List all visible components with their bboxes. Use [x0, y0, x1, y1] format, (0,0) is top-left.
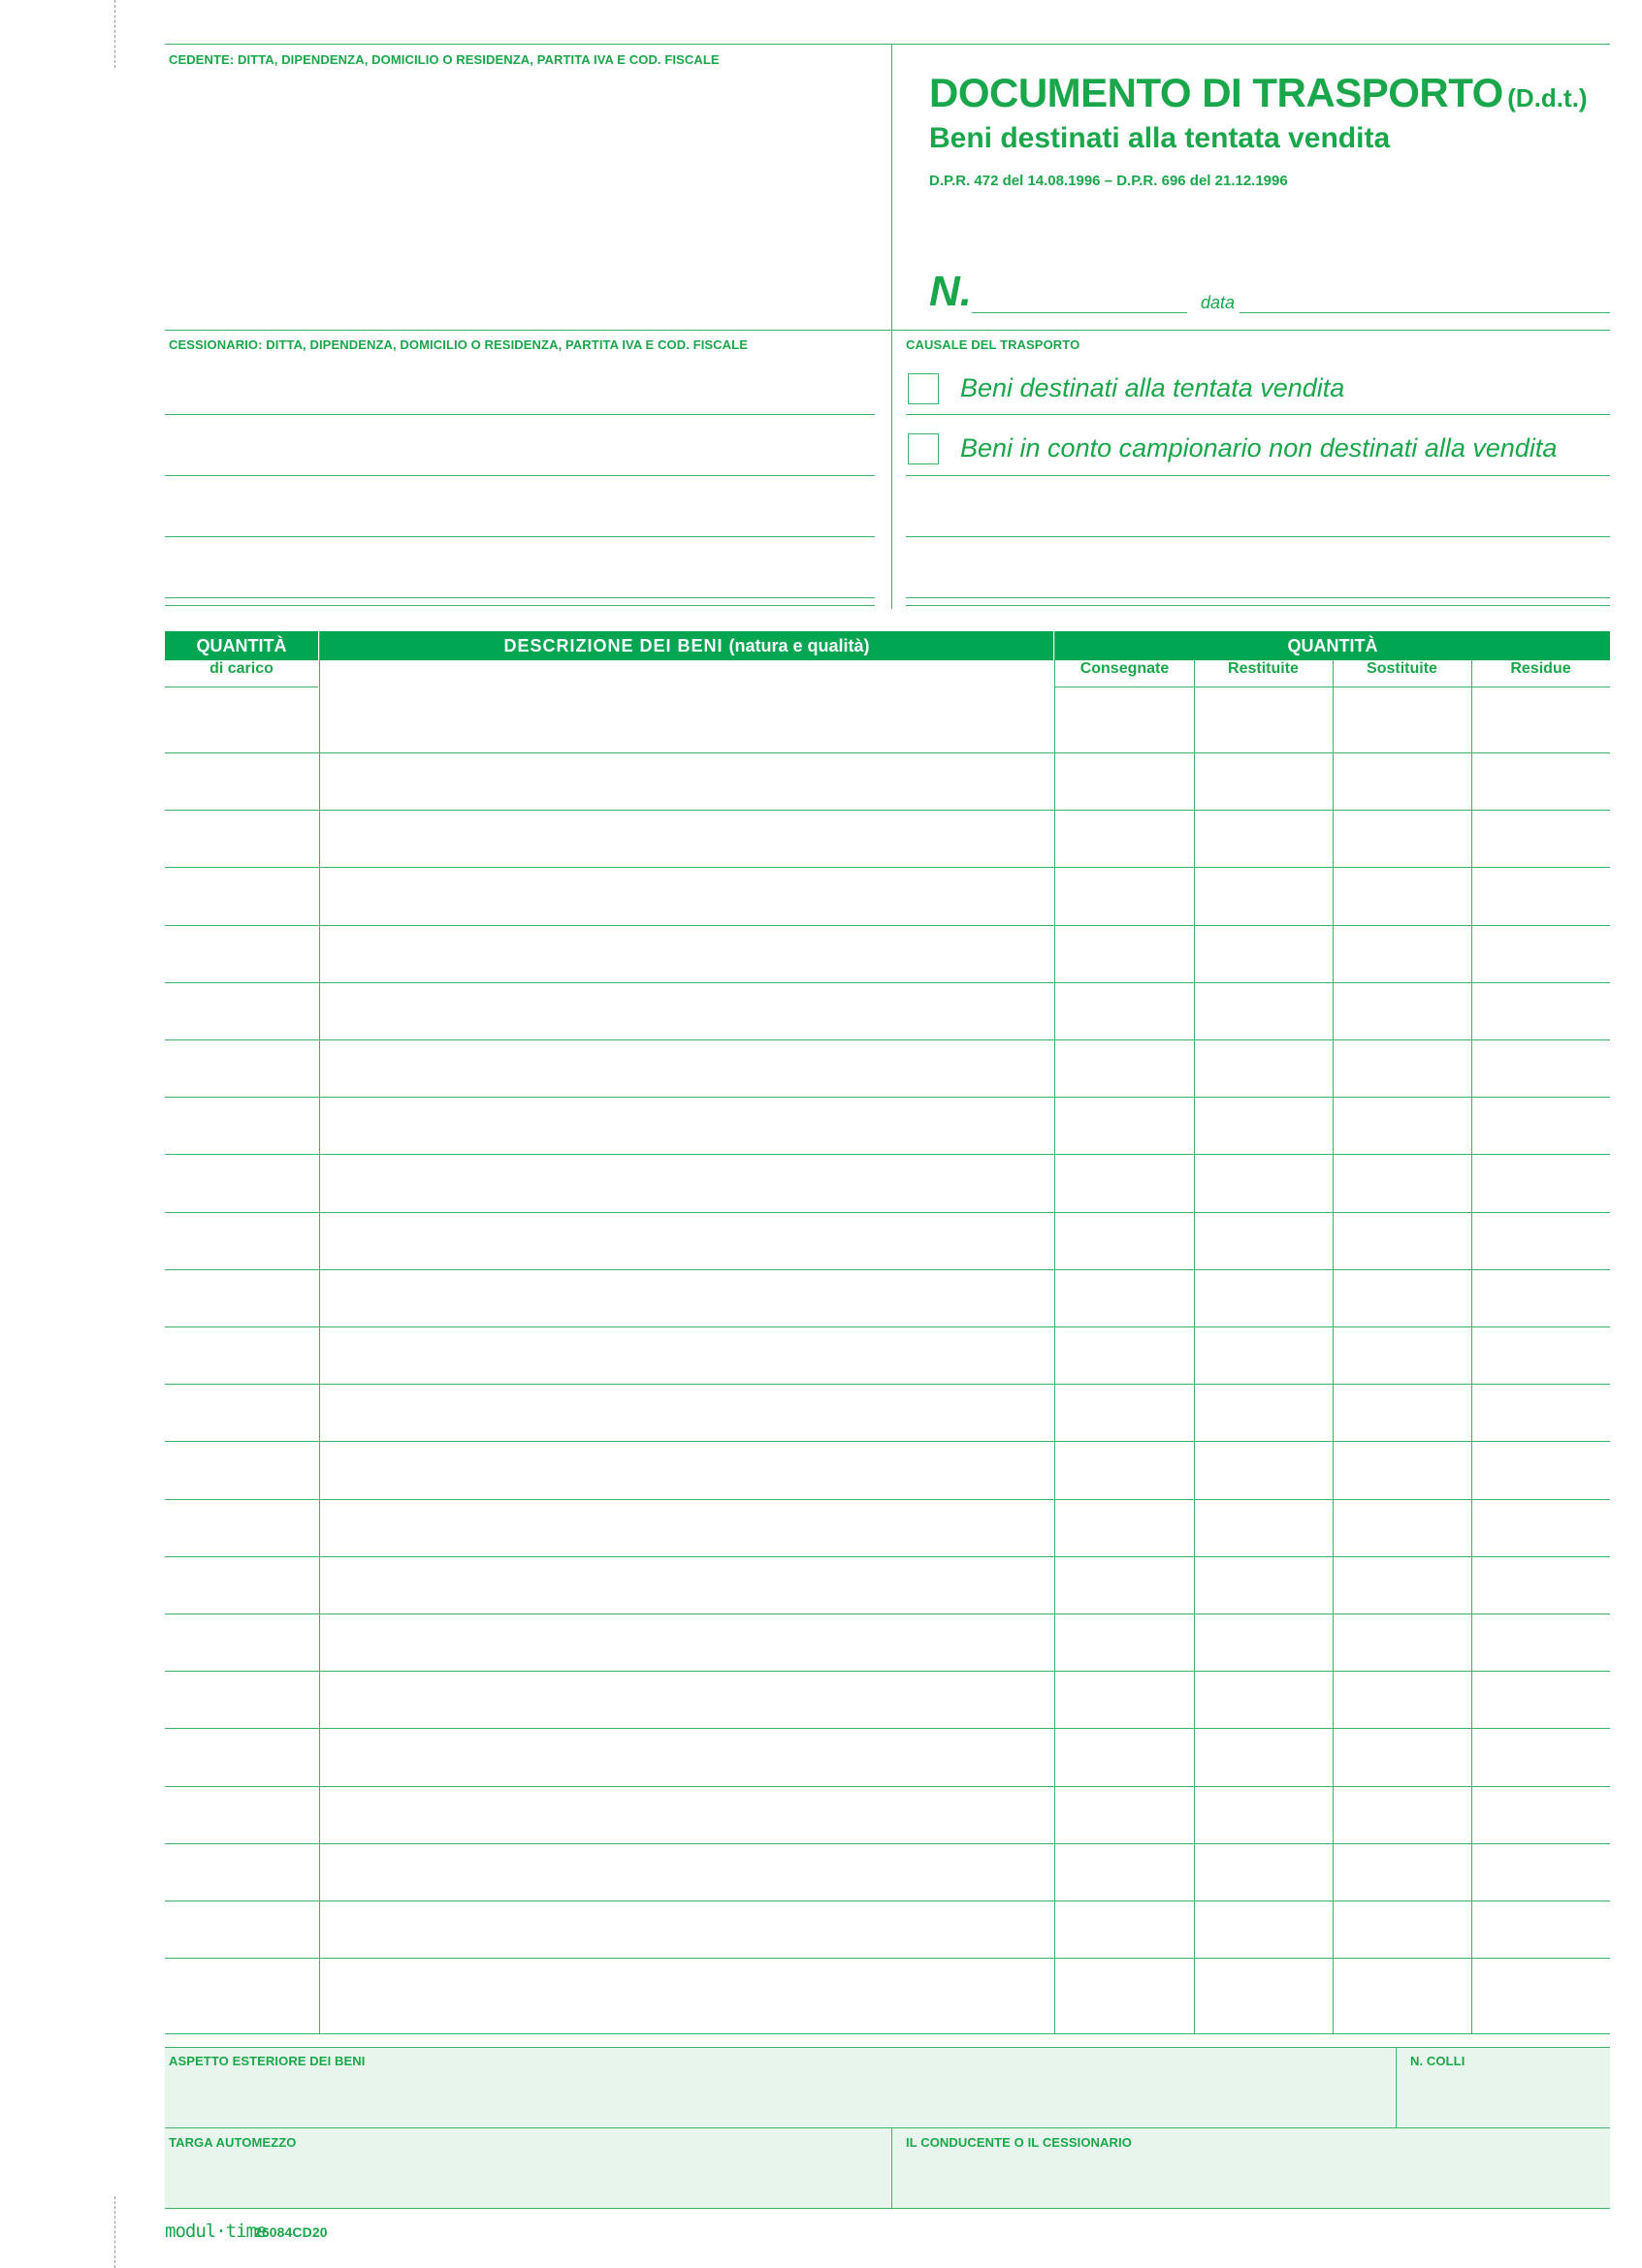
qty-sub-header: di carico [209, 660, 274, 677]
footer-top-line [165, 2047, 1610, 2048]
table-row[interactable] [165, 1671, 1610, 1672]
table-row[interactable] [165, 1269, 1610, 1270]
causale-line-3[interactable] [906, 536, 1610, 537]
col-consegnate: Consegnate [1079, 660, 1170, 677]
table-row[interactable] [165, 1728, 1610, 1729]
desc-header-note: (natura e qualità) [728, 636, 870, 655]
conducente-label: IL CONDUCENTE O IL CESSIONARIO [906, 2135, 1132, 2150]
col-divider-2 [1054, 631, 1055, 2033]
table-row[interactable] [165, 1958, 1610, 1959]
cessionario-line-4[interactable] [165, 597, 875, 598]
table-row[interactable] [165, 752, 1610, 753]
date-field[interactable] [1240, 312, 1610, 313]
table-row[interactable] [165, 1039, 1610, 1040]
cessionario-label: CESSIONARIO: DITTA, DIPENDENZA, DOMICILIO O RESIDENZA, PARTITA IVA E COD. FISCALE [169, 337, 748, 352]
table-row[interactable] [165, 1786, 1610, 1787]
table-row[interactable] [165, 1556, 1610, 1557]
table-row[interactable] [165, 925, 1610, 926]
form-code: 26084CD20 [254, 2224, 328, 2240]
table-row[interactable] [165, 1613, 1610, 1614]
title-suffix: (D.d.t.) [1507, 83, 1588, 112]
option-tentata-vendita: Beni destinati alla tentata vendita [960, 373, 1345, 402]
causale-line-4[interactable] [906, 597, 1610, 598]
table-row[interactable] [165, 810, 1610, 811]
col-sostituite: Sostituite [1367, 660, 1437, 677]
causale-line-5 [906, 605, 1610, 606]
table-bottom-line [165, 2033, 1610, 2034]
option-campionario: Beni in conto campionario non destinati alla vendita [960, 433, 1558, 463]
dpr-reference: D.P.R. 472 del 14.08.1996 – D.P.R. 696 del 21.12.1996 [929, 173, 1288, 189]
date-label: data [1201, 293, 1236, 312]
cessionario-line-2[interactable] [165, 475, 875, 476]
qty-header: QUANTITÀ [165, 631, 318, 660]
header-divider [891, 44, 892, 609]
desc-header [320, 631, 1053, 660]
number-label: N. [929, 268, 972, 315]
perforation-top [114, 0, 115, 68]
table-row[interactable] [165, 1499, 1610, 1500]
top-border [165, 44, 1610, 45]
cessionario-line-1[interactable] [165, 414, 875, 415]
table-row[interactable] [165, 1384, 1610, 1385]
qty2-header: QUANTITÀ [1055, 631, 1610, 660]
cessionario-line-3[interactable] [165, 536, 875, 537]
document-title [929, 70, 1588, 116]
table-row[interactable] [165, 1212, 1610, 1213]
col-residue: Residue [1510, 660, 1571, 677]
col-restituite: Restituite [1228, 660, 1299, 677]
table-row[interactable] [165, 1097, 1610, 1098]
desc-header-main: DESCRIZIONE DEI BENI [503, 636, 724, 655]
cessionario-line-5 [165, 605, 875, 606]
perforation-bottom [114, 2196, 115, 2268]
table-row[interactable] [165, 867, 1610, 868]
colli-label: N. COLLI [1410, 2054, 1465, 2068]
colli-divider [1396, 2047, 1397, 2127]
checkbox-tentata-vendita[interactable] [908, 373, 939, 404]
table-row[interactable] [165, 1154, 1610, 1155]
causale-label: CAUSALE DEL TRASPORTO [906, 337, 1080, 352]
cedente-label: CEDENTE: DITTA, DIPENDENZA, DOMICILIO O RESIDENZA, PARTITA IVA E COD. FISCALE [169, 52, 720, 67]
table-row[interactable] [165, 1326, 1610, 1327]
header-bottom-line [165, 330, 1610, 331]
targa-divider [891, 2127, 892, 2209]
targa-label: TARGA AUTOMEZZO [169, 2135, 297, 2150]
checkbox-campionario[interactable] [908, 433, 939, 464]
table-row[interactable] [165, 982, 1610, 983]
table-row[interactable] [165, 1441, 1610, 1442]
number-field[interactable] [972, 312, 1187, 313]
brand-logo: modul·time [165, 2220, 267, 2242]
aspetto-label: ASPETTO ESTERIORE DEI BENI [169, 2054, 366, 2068]
causale-line-1 [906, 414, 1610, 415]
causale-line-2 [906, 475, 1610, 476]
document-subtitle: Beni destinati alla tentata vendita [929, 122, 1391, 154]
col-divider-1 [319, 631, 320, 2033]
table-row[interactable] [165, 1843, 1610, 1844]
title-main: DOCUMENTO DI TRASPORTO [929, 70, 1503, 115]
footer-bottom-line [165, 2208, 1610, 2209]
